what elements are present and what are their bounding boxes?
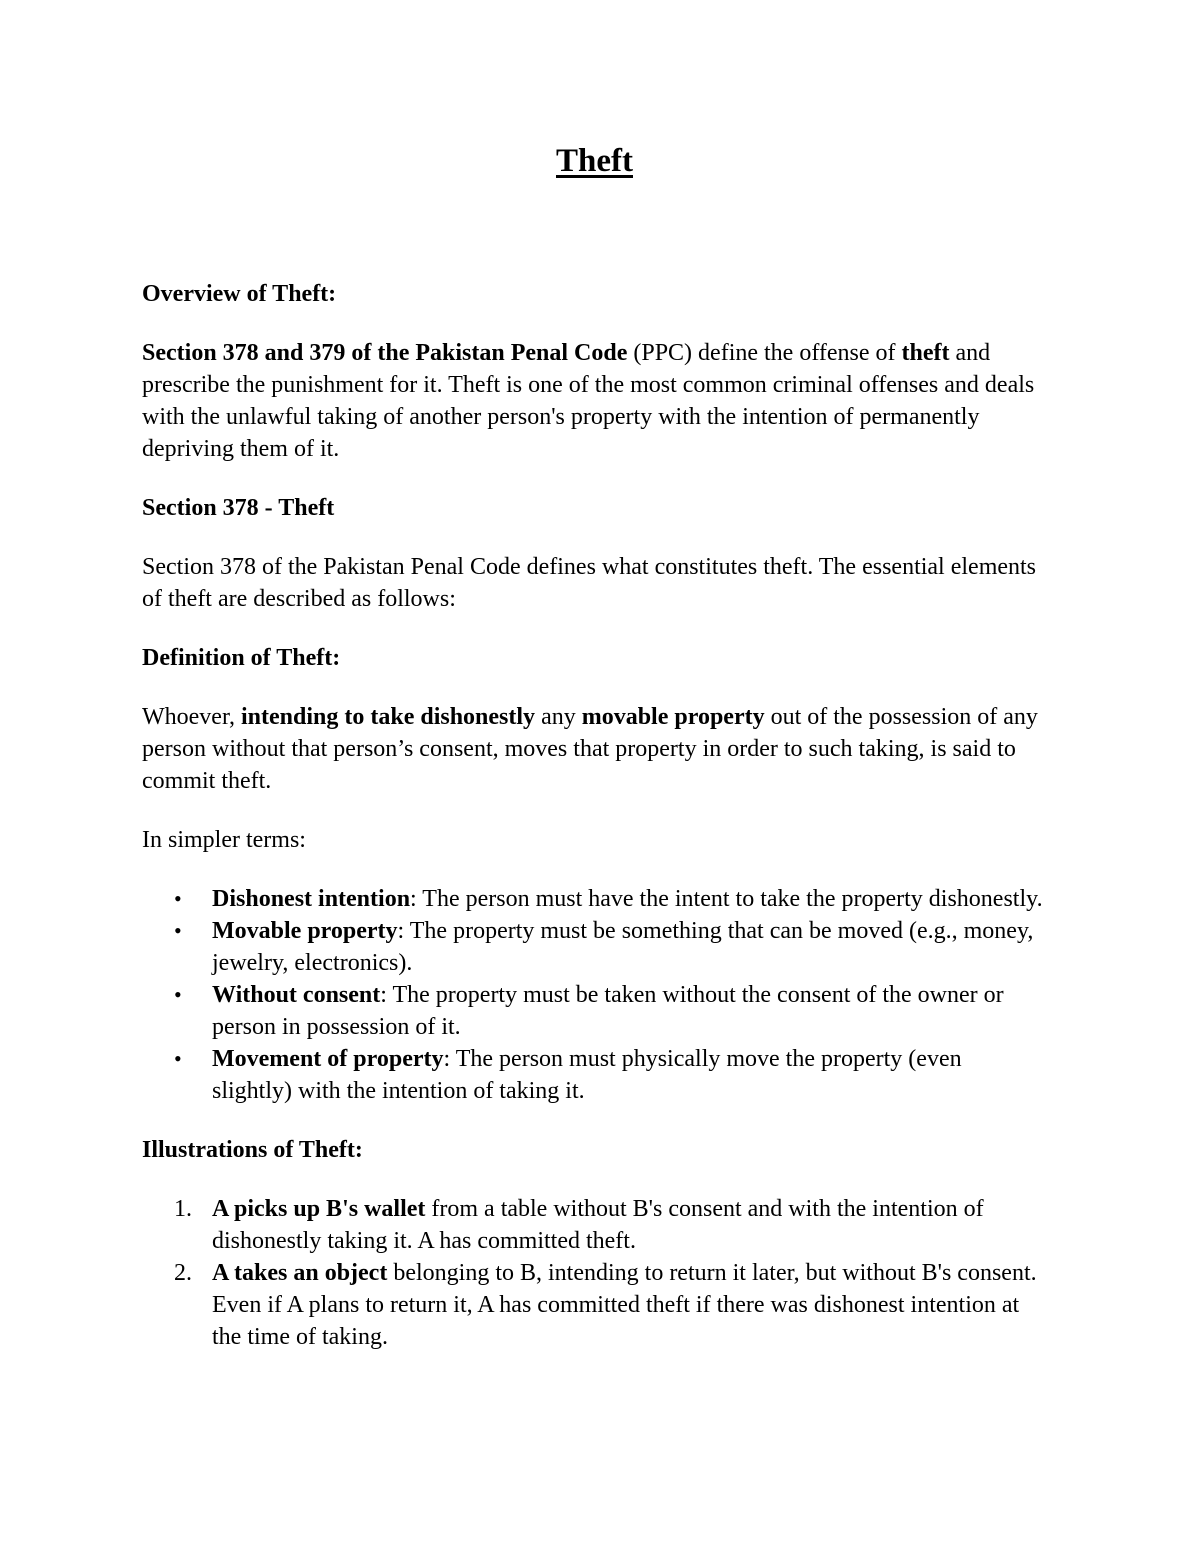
bullet-desc: : The property must be something that can be moved (e.g., money, jewelry, electronics).: [212, 918, 1034, 976]
list-item: [212, 1043, 1047, 1107]
section-378-intro: Section 378 of the Pakistan Penal Code defines what constitutes theft. The essential elements of theft are described as follows:: [142, 554, 1037, 612]
overview-text-b: and prescribe the punishment for it. Theft is one of the most common criminal offenses and deals with the unlawful taking of another person's property with the intention of permanently depriving them of it.: [142, 340, 1035, 462]
bullet-term: Movable property: [212, 918, 398, 944]
definition-paragraph: [142, 701, 1047, 797]
list-item: [174, 1257, 1047, 1353]
overview-bold-theft: theft: [901, 340, 950, 366]
bullet-desc: : The person must have the intent to take the property dishonestly.: [410, 886, 1043, 912]
illustration-text: from a table without B's consent and with the intention of dishonestly taking it. A has committed theft.: [212, 1196, 984, 1254]
illustrations-numbered-list: [142, 1193, 1047, 1353]
item-number: 2.: [174, 1260, 192, 1286]
page-title: Theft: [556, 143, 633, 179]
illustration-bold: A picks up B's wallet: [212, 1196, 426, 1222]
overview-bold-section: Section 378 and 379 of the Pakistan Penal Code: [142, 340, 628, 366]
item-number: 1.: [174, 1196, 192, 1222]
illustration-text: belonging to B, intending to return it later, but without B's consent. Even if A plans to return it, A has committed theft if there was dishonest intention at the time of taking.: [212, 1260, 1037, 1350]
definition-text-c: out of the possession of any person without that person’s consent, moves that property in order to such taking, is said to commit theft.: [142, 704, 1038, 794]
definition-text-a: Whoever,: [142, 704, 241, 730]
definition-heading: Definition of Theft:: [142, 645, 341, 671]
overview-heading: Overview of Theft:: [142, 281, 337, 307]
document-body: [142, 140, 1047, 1353]
bullet-desc: : The person must physically move the property (even slightly) with the intention of taking it.: [212, 1046, 962, 1104]
bullet-desc: : The property must be taken without the consent of the owner or person in possession of it.: [212, 982, 1004, 1040]
bullet-term: Dishonest intention: [212, 886, 411, 912]
list-item: [212, 883, 1047, 915]
list-item: [212, 915, 1047, 979]
list-item: [212, 979, 1047, 1043]
overview-text-a: (PPC) define the offense of: [627, 340, 902, 366]
section-378-heading: Section 378 - Theft: [142, 495, 335, 521]
definition-bold-intending: intending to take dishonestly: [241, 704, 536, 730]
definition-text-b: any: [535, 704, 582, 730]
definition-bold-movable: movable property: [581, 704, 765, 730]
bullet-term: Movement of property: [212, 1046, 444, 1072]
list-item: [174, 1193, 1047, 1257]
overview-paragraph: [142, 337, 1047, 465]
illustrations-heading: Illustrations of Theft:: [142, 1137, 363, 1163]
illustration-bold: A takes an object: [212, 1260, 388, 1286]
bullet-term: Without consent: [212, 982, 381, 1008]
simpler-terms-intro: In simpler terms:: [142, 827, 306, 853]
elements-bullet-list: [142, 883, 1047, 1107]
